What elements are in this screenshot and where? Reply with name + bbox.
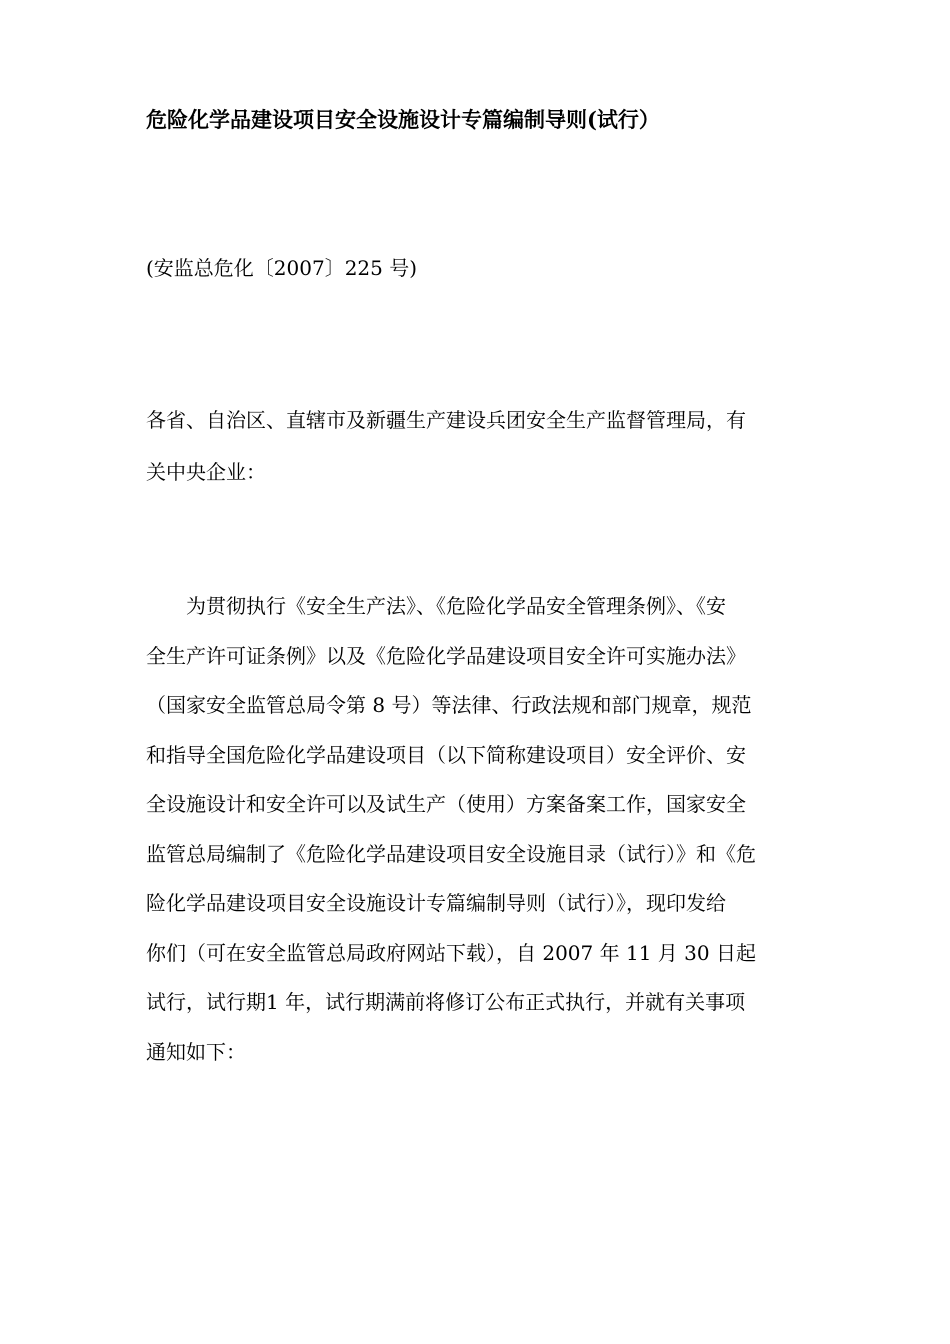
document-number: (安监总危化〔2007〕225 号) (146, 256, 418, 280)
addressee-line: 各省、自治区、直辖市及新疆生产建设兵团安全生产监督管理局，有 (146, 408, 746, 432)
document-title: 危险化学品建设项目安全设施设计专篇编制导则(试行） (146, 107, 660, 132)
body-line: 试行，试行期1 年，试行期满前将修订公布正式执行，并就有关事项 (146, 990, 746, 1014)
addressee-line: 关中央企业： (146, 460, 266, 484)
body-line: 险化学品建设项目安全设施设计专篇编制导则（试行）》，现印发给 (146, 891, 726, 915)
body-line: 和指导全国危险化学品建设项目（以下简称建设项目）安全评价、安 (146, 742, 746, 767)
body-line: 监管总局编制了《危险化学品建设项目安全设施目录（试行）》和《危 (146, 841, 756, 866)
body-line: 通知如下： (146, 1039, 246, 1064)
body-line: 全生产许可证条例》以及《危险化学品建设项目安全许可实施办法》 (146, 643, 746, 668)
body-line: （国家安全监管总局令第 8 号）等法律、行政法规和部门规章，规范 (146, 693, 752, 717)
body-line: 你们（可在安全监管总局政府网站下载），自 2007 年 11 月 30 日起 (146, 940, 756, 965)
addressee (146, 394, 818, 498)
body-line: 全设施设计和安全许可以及试生产（使用）方案备案工作，国家安全 (146, 792, 746, 816)
body-paragraph (146, 582, 826, 1077)
body-line: 为贯彻执行《安全生产法》、《危险化学品安全管理条例》、《安 (146, 594, 726, 618)
